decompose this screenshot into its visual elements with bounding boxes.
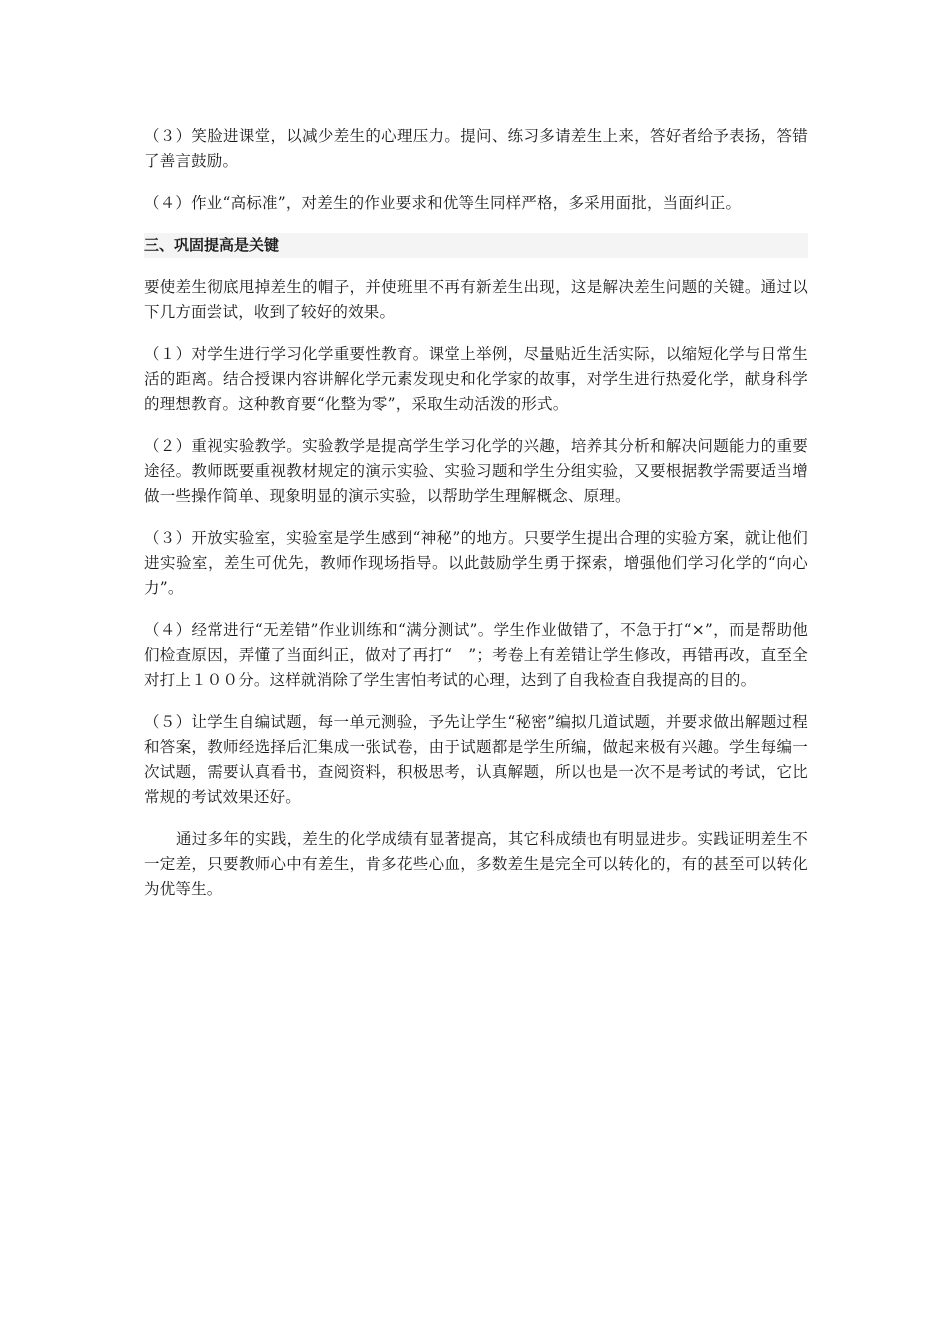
paragraph-item-3: （３）笑脸进课堂，以减少差生的心理压力。提问、练习多请差生上来，答好者给予表扬，答错了善言鼓励。 <box>144 127 808 170</box>
paragraph-point-3: （３）开放实验室，实验室是学生感到“神秘”的地方。只要学生提出合理的实验方案，就让他们进实验室，差生可优先，教师作现场指导。以此鼓励学生勇于探索，增强他们学习化学的“向心力”。 <box>144 529 808 597</box>
paragraph-point-1: （１）对学生进行学习化学重要性教育。课堂上举例，尽量贴近生活实际，以缩短化学与日常生活的距离。结合授课内容讲解化学元素发现史和化学家的故事，对学生进行热爱化学，献身科学的理想教育。这种教育要“化整为零”，采取生动活泼的形式。 <box>144 345 808 413</box>
paragraph-point-4: （４）经常进行“无差错”作业训练和“满分测试”。学生作业做错了，不急于打“×”，而是帮助他们检查原因，弄懂了当面纠正，做对了再打“ ”；考卷上有差错让学生修改，再错再改，直至全对打上１００分。这样就消除了学生害怕考试的心理，达到了自我检查自我提高的目的。 <box>144 621 808 689</box>
section-intro-paragraph: 要使差生彻底甩掉差生的帽子，并使班里不再有新差生出现，这是解决差生问题的关键。通过以下几方面尝试，收到了较好的效果。 <box>144 278 808 321</box>
conclusion-paragraph: 通过多年的实践，差生的化学成绩有显著提高，其它科成绩也有明显进步。实践证明差生不一定差，只要教师心中有差生，肯多花些心血，多数差生是完全可以转化的，有的甚至可以转化为优等生。 <box>144 830 808 898</box>
paragraph-item-4: （４）作业“高标准”，对差生的作业要求和优等生同样严格，多采用面批，当面纠正。 <box>144 194 742 212</box>
document-page <box>144 124 808 919</box>
paragraph-point-5: （５）让学生自编试题，每一单元测验，予先让学生“秘密”编拟几道试题，并要求做出解题过程和答案，教师经选择后汇集成一张试卷，由于试题都是学生所编，做起来极有兴趣。学生每编一次试题，需要认真看书，查阅资料，积极思考，认真解题，所以也是一次不是考试的考试，它比常规的考试效果还好。 <box>144 713 808 806</box>
section-heading: 三、巩固提高是关键 <box>144 233 808 258</box>
paragraph-point-2: （２）重视实验教学。实验教学是提高学生学习化学的兴趣，培养其分析和解决问题能力的重要途径。教师既要重视教材规定的演示实验、实验习题和学生分组实验，又要根据教学需要适当增做一些操作简单、现象明显的演示实验，以帮助学生理解概念、原理。 <box>144 437 808 505</box>
